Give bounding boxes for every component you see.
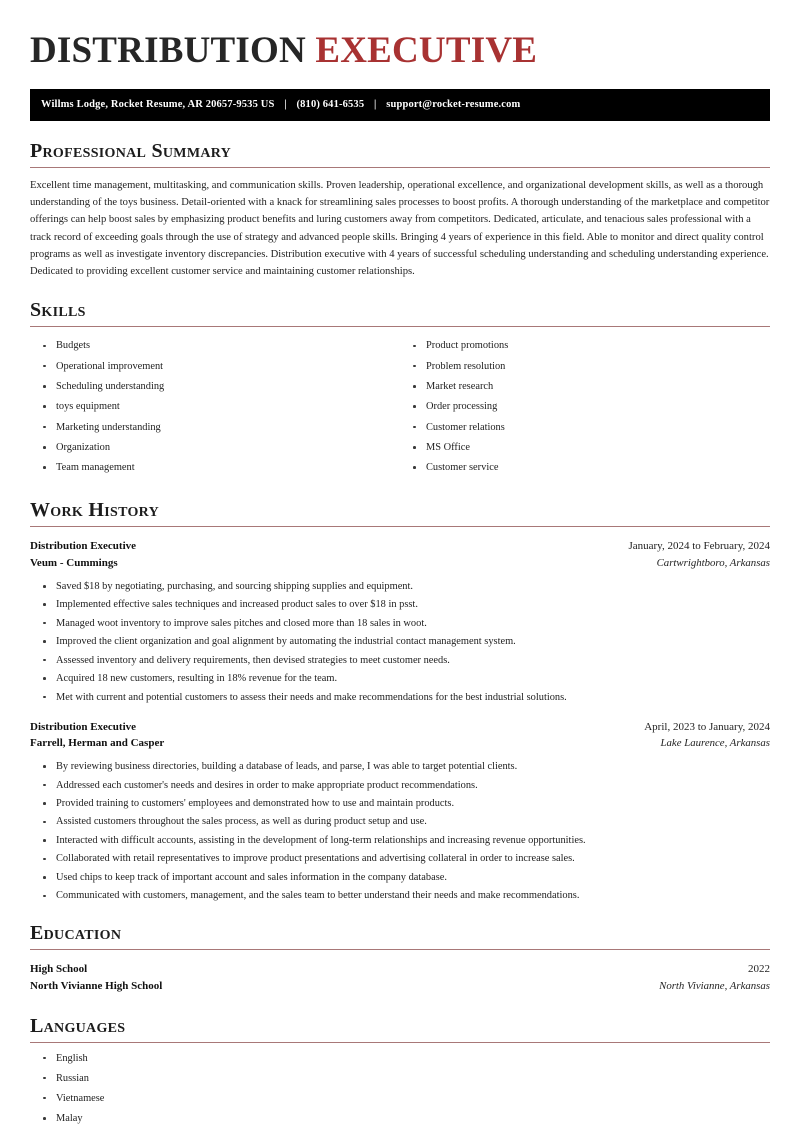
education-location: North Vivianne, Arkansas	[659, 980, 770, 993]
list-item: Provided training to customers' employees and demonstrated how to use and maintain products.	[30, 796, 770, 811]
list-item: Assisted customers throughout the sales process, as well as during product setup and use.	[30, 814, 770, 829]
list-item: Used chips to keep track of important account and sales information in the company database.	[30, 870, 770, 885]
education-school-row	[30, 978, 770, 995]
list-item: Met with current and potential customers to assess their needs and make recommendations for the best industrial solutions.	[30, 690, 770, 705]
languages-list	[30, 1051, 770, 1126]
list-item: Organization	[30, 440, 400, 455]
section-skills	[30, 299, 770, 480]
section-education	[30, 922, 770, 995]
list-item: Operational improvement	[30, 359, 400, 374]
list-item: Managed woot inventory to improve sales pitches and closed more than 18 sales in woot.	[30, 616, 770, 631]
section-heading-education: Education	[30, 922, 122, 945]
skills-list-right	[400, 338, 770, 475]
section-divider-summary	[30, 167, 770, 168]
resume-header	[30, 32, 770, 121]
skills-list-left	[30, 338, 400, 475]
list-item: By reviewing business directories, building a database of leads, and parse, I was able to target potential clients.	[30, 759, 770, 774]
job-bullets	[30, 579, 770, 705]
section-divider-work-history	[30, 526, 770, 527]
section-divider-languages	[30, 1042, 770, 1043]
list-item: Interacted with difficult accounts, assisting in the development of long-term relationships and increasing revenue opportunities.	[30, 833, 770, 848]
contact-email: support@rocket-resume.com	[386, 99, 521, 111]
list-item: Problem resolution	[400, 359, 770, 374]
contact-bar	[30, 89, 770, 121]
list-item: Assessed inventory and delivery requirements, then devised strategies to meet customer needs.	[30, 653, 770, 668]
list-item: MS Office	[400, 440, 770, 455]
list-item: English	[30, 1051, 770, 1066]
list-item: Customer relations	[400, 420, 770, 435]
job-company: Veum - Cummings	[30, 557, 118, 570]
contact-phone: (810) 641-6535	[296, 99, 365, 111]
title-first-word: DISTRIBUTION	[30, 30, 306, 71]
job-company-row	[30, 555, 770, 572]
section-heading-summary: Professional Summary	[30, 139, 232, 162]
education-entry	[30, 961, 770, 995]
list-item: Order processing	[400, 399, 770, 414]
job-location: Lake Laurence, Arkansas	[660, 737, 770, 750]
education-degree-row	[30, 961, 770, 978]
list-item: Collaborated with retail representatives to improve product presentations and advertising collateral in order to increase sales.	[30, 851, 770, 866]
list-item: Acquired 18 new customers, resulting in 18% revenue for the team.	[30, 671, 770, 686]
section-work-history	[30, 499, 770, 903]
list-item: Team management	[30, 460, 400, 475]
list-item: Product promotions	[400, 338, 770, 353]
page-title	[30, 32, 770, 71]
contact-separator-1: |	[284, 99, 287, 111]
list-item: Vietnamese	[30, 1091, 770, 1106]
work-history-entries	[30, 538, 770, 903]
job-company-row	[30, 735, 770, 752]
skills-column-left	[30, 329, 400, 480]
list-item: Communicated with customers, management, and the sales team to better understand their needs and make recommendations.	[30, 888, 770, 903]
section-divider-skills	[30, 326, 770, 327]
section-divider-education	[30, 949, 770, 950]
job-company: Farrell, Herman and Casper	[30, 737, 165, 750]
contact-address: Willms Lodge, Rocket Resume, AR 20657-9535 US	[41, 99, 275, 111]
education-entries	[30, 961, 770, 995]
skills-columns	[30, 329, 770, 480]
section-heading-skills: Skills	[30, 299, 86, 322]
job-title: Distribution Executive	[30, 720, 137, 733]
contact-separator-2: |	[374, 99, 377, 111]
section-languages	[30, 1015, 770, 1126]
job-dates: January, 2024 to February, 2024	[628, 540, 770, 553]
list-item: toys equipment	[30, 399, 400, 414]
list-item: Saved $18 by negotiating, purchasing, and sourcing shipping supplies and equipment.	[30, 579, 770, 594]
job-bullets	[30, 759, 770, 903]
job-title-row	[30, 538, 770, 555]
job-title-row	[30, 719, 770, 736]
list-item: Market research	[400, 379, 770, 394]
job-location: Cartwrightboro, Arkansas	[656, 557, 770, 570]
list-item: Scheduling understanding	[30, 379, 400, 394]
list-item: Addressed each customer's needs and desires in order to make appropriate product recommendations.	[30, 778, 770, 793]
section-professional-summary	[30, 140, 770, 281]
education-year: 2022	[748, 963, 770, 976]
contact-line	[41, 99, 520, 110]
education-school: North Vivianne High School	[30, 980, 163, 993]
section-heading-languages: Languages	[30, 1014, 126, 1037]
title-second-word: EXECUTIVE	[315, 30, 538, 71]
list-item: Implemented effective sales techniques and increased product sales to over $18 in psst.	[30, 597, 770, 612]
job-entry	[30, 719, 770, 904]
list-item: Marketing understanding	[30, 420, 400, 435]
job-title: Distribution Executive	[30, 540, 137, 553]
list-item: Malay	[30, 1111, 770, 1126]
list-item: Customer service	[400, 460, 770, 475]
education-degree: High School	[30, 963, 88, 976]
skills-column-right	[400, 329, 770, 480]
list-item: Budgets	[30, 338, 400, 353]
summary-text: Excellent time management, multitasking, and communication skills. Proven leadership, operational excellence, and organizational development skills, as well as a thorough understanding of the toys business. Detail-oriented with a knack for streamlining sales processes to boost profits. A thorough understanding of the marketplace and competitor offerings can help boost sales by emphasizing product benefits and luring customers away from competitors. Dedicated, articulate, and tenacious sales professional with a track record of exceeding goals through the use of strategy and advanced people skills. Bringing 4 years of experience in this field. Able to monitor and direct quality control programs as well as investigate inventory discrepancies. Distribution executive with 4 years of successful scheduling understanding and scheduling understanding experience. Dedicated to providing excellent customer service and maintaining customer relationships.	[30, 179, 770, 278]
job-dates: April, 2023 to January, 2024	[644, 720, 770, 733]
section-heading-work-history: Work History	[30, 499, 159, 522]
list-item: Russian	[30, 1071, 770, 1086]
list-item: Improved the client organization and goal alignment by automating the industrial contact management system.	[30, 634, 770, 649]
job-entry	[30, 538, 770, 704]
